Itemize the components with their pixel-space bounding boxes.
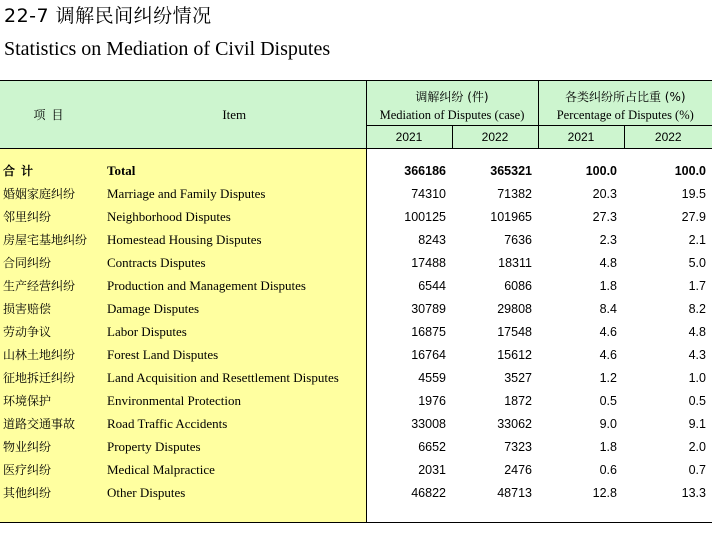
header-item-cn: 项目: [0, 81, 103, 149]
header-year-mediation-2021: 2021: [366, 126, 452, 149]
mediation-2021-value: 46822: [411, 485, 446, 500]
percentage-2022-value: 8.2: [688, 301, 706, 316]
row-label-en: Total: [103, 159, 366, 182]
mediation-2021-value: 366186: [404, 163, 446, 178]
mediation-2022-value: 33062: [497, 416, 532, 431]
percentage-2021-value: 12.8: [592, 485, 617, 500]
table-row: [0, 228, 712, 251]
table-row: [0, 343, 712, 366]
table-row: [0, 366, 712, 389]
row-label-en: Forest Land Disputes: [103, 343, 366, 366]
percentage-2021-value: 1.8: [599, 278, 617, 293]
mediation-2021-value: 6544: [418, 278, 446, 293]
mediation-2021-value: 8243: [418, 232, 446, 247]
row-label-en: Road Traffic Accidents: [103, 412, 366, 435]
mediation-2021-value: 6652: [418, 439, 446, 454]
mediation-2022-value: 15612: [497, 347, 532, 362]
percentage-2022-value: 5.0: [688, 255, 706, 270]
table-row: [0, 182, 712, 205]
percentage-2021-value: 1.2: [599, 370, 617, 385]
percentage-2022-value: 9.1: [688, 416, 706, 431]
mediation-2022-value: 7323: [504, 439, 532, 454]
mediation-2021-value: 17488: [411, 255, 446, 270]
row-label-en: Contracts Disputes: [103, 251, 366, 274]
row-label-cn: 征地拆迁纠纷: [0, 366, 103, 389]
table-row: [0, 412, 712, 435]
row-label-en: Environmental Protection: [103, 389, 366, 412]
mediation-2022-value: 17548: [497, 324, 532, 339]
table-row: [0, 205, 712, 228]
row-label-en: Damage Disputes: [103, 297, 366, 320]
mediation-2021-value: 4559: [418, 370, 446, 385]
page-title-en: Statistics on Mediation of Civil Disputes: [4, 38, 331, 60]
table-row: [0, 297, 712, 320]
table-body: [0, 149, 712, 523]
mediation-2022-value: 1872: [504, 393, 532, 408]
table-row-total: [0, 159, 712, 182]
row-label-en: Homestead Housing Disputes: [103, 228, 366, 251]
header-group-mediation-en: Mediation of Disputes (case): [366, 105, 538, 126]
percentage-2021-value: 20.3: [592, 186, 617, 201]
header-year-mediation-2022: 2022: [452, 126, 538, 149]
spacer-row: [0, 149, 712, 160]
row-label-cn: 环境保护: [0, 389, 103, 412]
row-label-cn: 山林土地纠纷: [0, 343, 103, 366]
percentage-2022-value: 2.0: [688, 439, 706, 454]
row-label-cn: 损害赔偿: [0, 297, 103, 320]
table-row: [0, 389, 712, 412]
row-label-en: Marriage and Family Disputes: [103, 182, 366, 205]
row-label-cn: 合同纠纷: [0, 251, 103, 274]
row-label-en: Labor Disputes: [103, 320, 366, 343]
mediation-2022-value: 3527: [504, 370, 532, 385]
percentage-2021-value: 2.3: [599, 232, 617, 247]
header-year-percentage-2021: 2021: [538, 126, 624, 149]
mediation-2021-value: 33008: [411, 416, 446, 431]
row-label-cn: 劳动争议: [0, 320, 103, 343]
mediation-2022-value: 101965: [490, 209, 532, 224]
row-label-cn: 邻里纠纷: [0, 205, 103, 228]
percentage-2022-value: 4.3: [688, 347, 706, 362]
percentage-2021-value: 8.4: [599, 301, 617, 316]
percentage-2021-value: 4.6: [599, 347, 617, 362]
row-label-cn: 婚姻家庭纠纷: [0, 182, 103, 205]
mediation-2022-value: 7636: [504, 232, 532, 247]
percentage-2022-value: 2.1: [688, 232, 706, 247]
percentage-2022-value: 0.7: [688, 462, 706, 477]
table-row: [0, 251, 712, 274]
mediation-2022-value: 48713: [497, 485, 532, 500]
disputes-table: [0, 80, 712, 523]
percentage-2022-value: 19.5: [681, 186, 706, 201]
header-group-percentage-en: Percentage of Disputes (%): [538, 105, 712, 126]
mediation-2021-value: 16764: [411, 347, 446, 362]
row-label-en: Property Disputes: [103, 435, 366, 458]
mediation-2022-value: 6086: [504, 278, 532, 293]
percentage-2021-value: 4.6: [599, 324, 617, 339]
mediation-2022-value: 2476: [504, 462, 532, 477]
row-label-en: Production and Management Disputes: [103, 274, 366, 297]
percentage-2022-value: 13.3: [681, 485, 706, 500]
percentage-2021-value: 0.5: [599, 393, 617, 408]
table-row: [0, 458, 712, 481]
mediation-2021-value: 74310: [411, 186, 446, 201]
table-row: [0, 274, 712, 297]
percentage-2022-value: 100.0: [674, 163, 706, 178]
percentage-2022-value: 0.5: [688, 393, 706, 408]
percentage-2021-value: 4.8: [599, 255, 617, 270]
header-year-percentage-2022: 2022: [624, 126, 712, 149]
row-label-en: Land Acquisition and Resettlement Disputes: [103, 366, 366, 389]
row-label-en: Neighborhood Disputes: [103, 205, 366, 228]
row-label-cn: 物业纠纷: [0, 435, 103, 458]
row-label-cn: 医疗纠纷: [0, 458, 103, 481]
mediation-2022-value: 18311: [498, 255, 532, 270]
page-title-cn: 22-7 调解民间纠纷情况: [4, 5, 212, 27]
mediation-2021-value: 30789: [411, 301, 446, 316]
mediation-2021-value: 1976: [418, 393, 446, 408]
row-label-cn: 合计: [0, 159, 103, 182]
table-row: [0, 435, 712, 458]
mediation-2022-value: 365321: [490, 163, 532, 178]
mediation-2022-value: 29808: [497, 301, 532, 316]
row-label-cn: 房屋宅基地纠纷: [0, 228, 103, 251]
mediation-2021-value: 100125: [404, 209, 446, 224]
mediation-2022-value: 71382: [497, 186, 532, 201]
percentage-2021-value: 27.3: [592, 209, 617, 224]
percentage-2022-value: 4.8: [688, 324, 706, 339]
row-label-en: Medical Malpractice: [103, 458, 366, 481]
row-label-cn: 生产经营纠纷: [0, 274, 103, 297]
table-header: [0, 81, 712, 149]
percentage-2021-value: 0.6: [599, 462, 617, 477]
percentage-2022-value: 27.9: [681, 209, 706, 224]
mediation-2021-value: 16875: [411, 324, 446, 339]
header-item-en: Item: [103, 81, 366, 149]
percentage-2022-value: 1.0: [688, 370, 706, 385]
percentage-2021-value: 1.8: [599, 439, 617, 454]
header-group-mediation-cn: 调解纠纷 (件): [366, 81, 538, 106]
row-label-cn: 其他纠纷: [0, 481, 103, 504]
table-bottom-row: [0, 504, 712, 523]
percentage-2022-value: 1.7: [688, 278, 706, 293]
row-label-cn: 道路交通事故: [0, 412, 103, 435]
header-group-percentage-cn: 各类纠纷所占比重 (%): [538, 81, 712, 106]
percentage-2021-value: 100.0: [585, 163, 617, 178]
table-row: [0, 320, 712, 343]
row-label-en: Other Disputes: [103, 481, 366, 504]
table-row: [0, 481, 712, 504]
mediation-2021-value: 2031: [418, 462, 446, 477]
percentage-2021-value: 9.0: [599, 416, 617, 431]
